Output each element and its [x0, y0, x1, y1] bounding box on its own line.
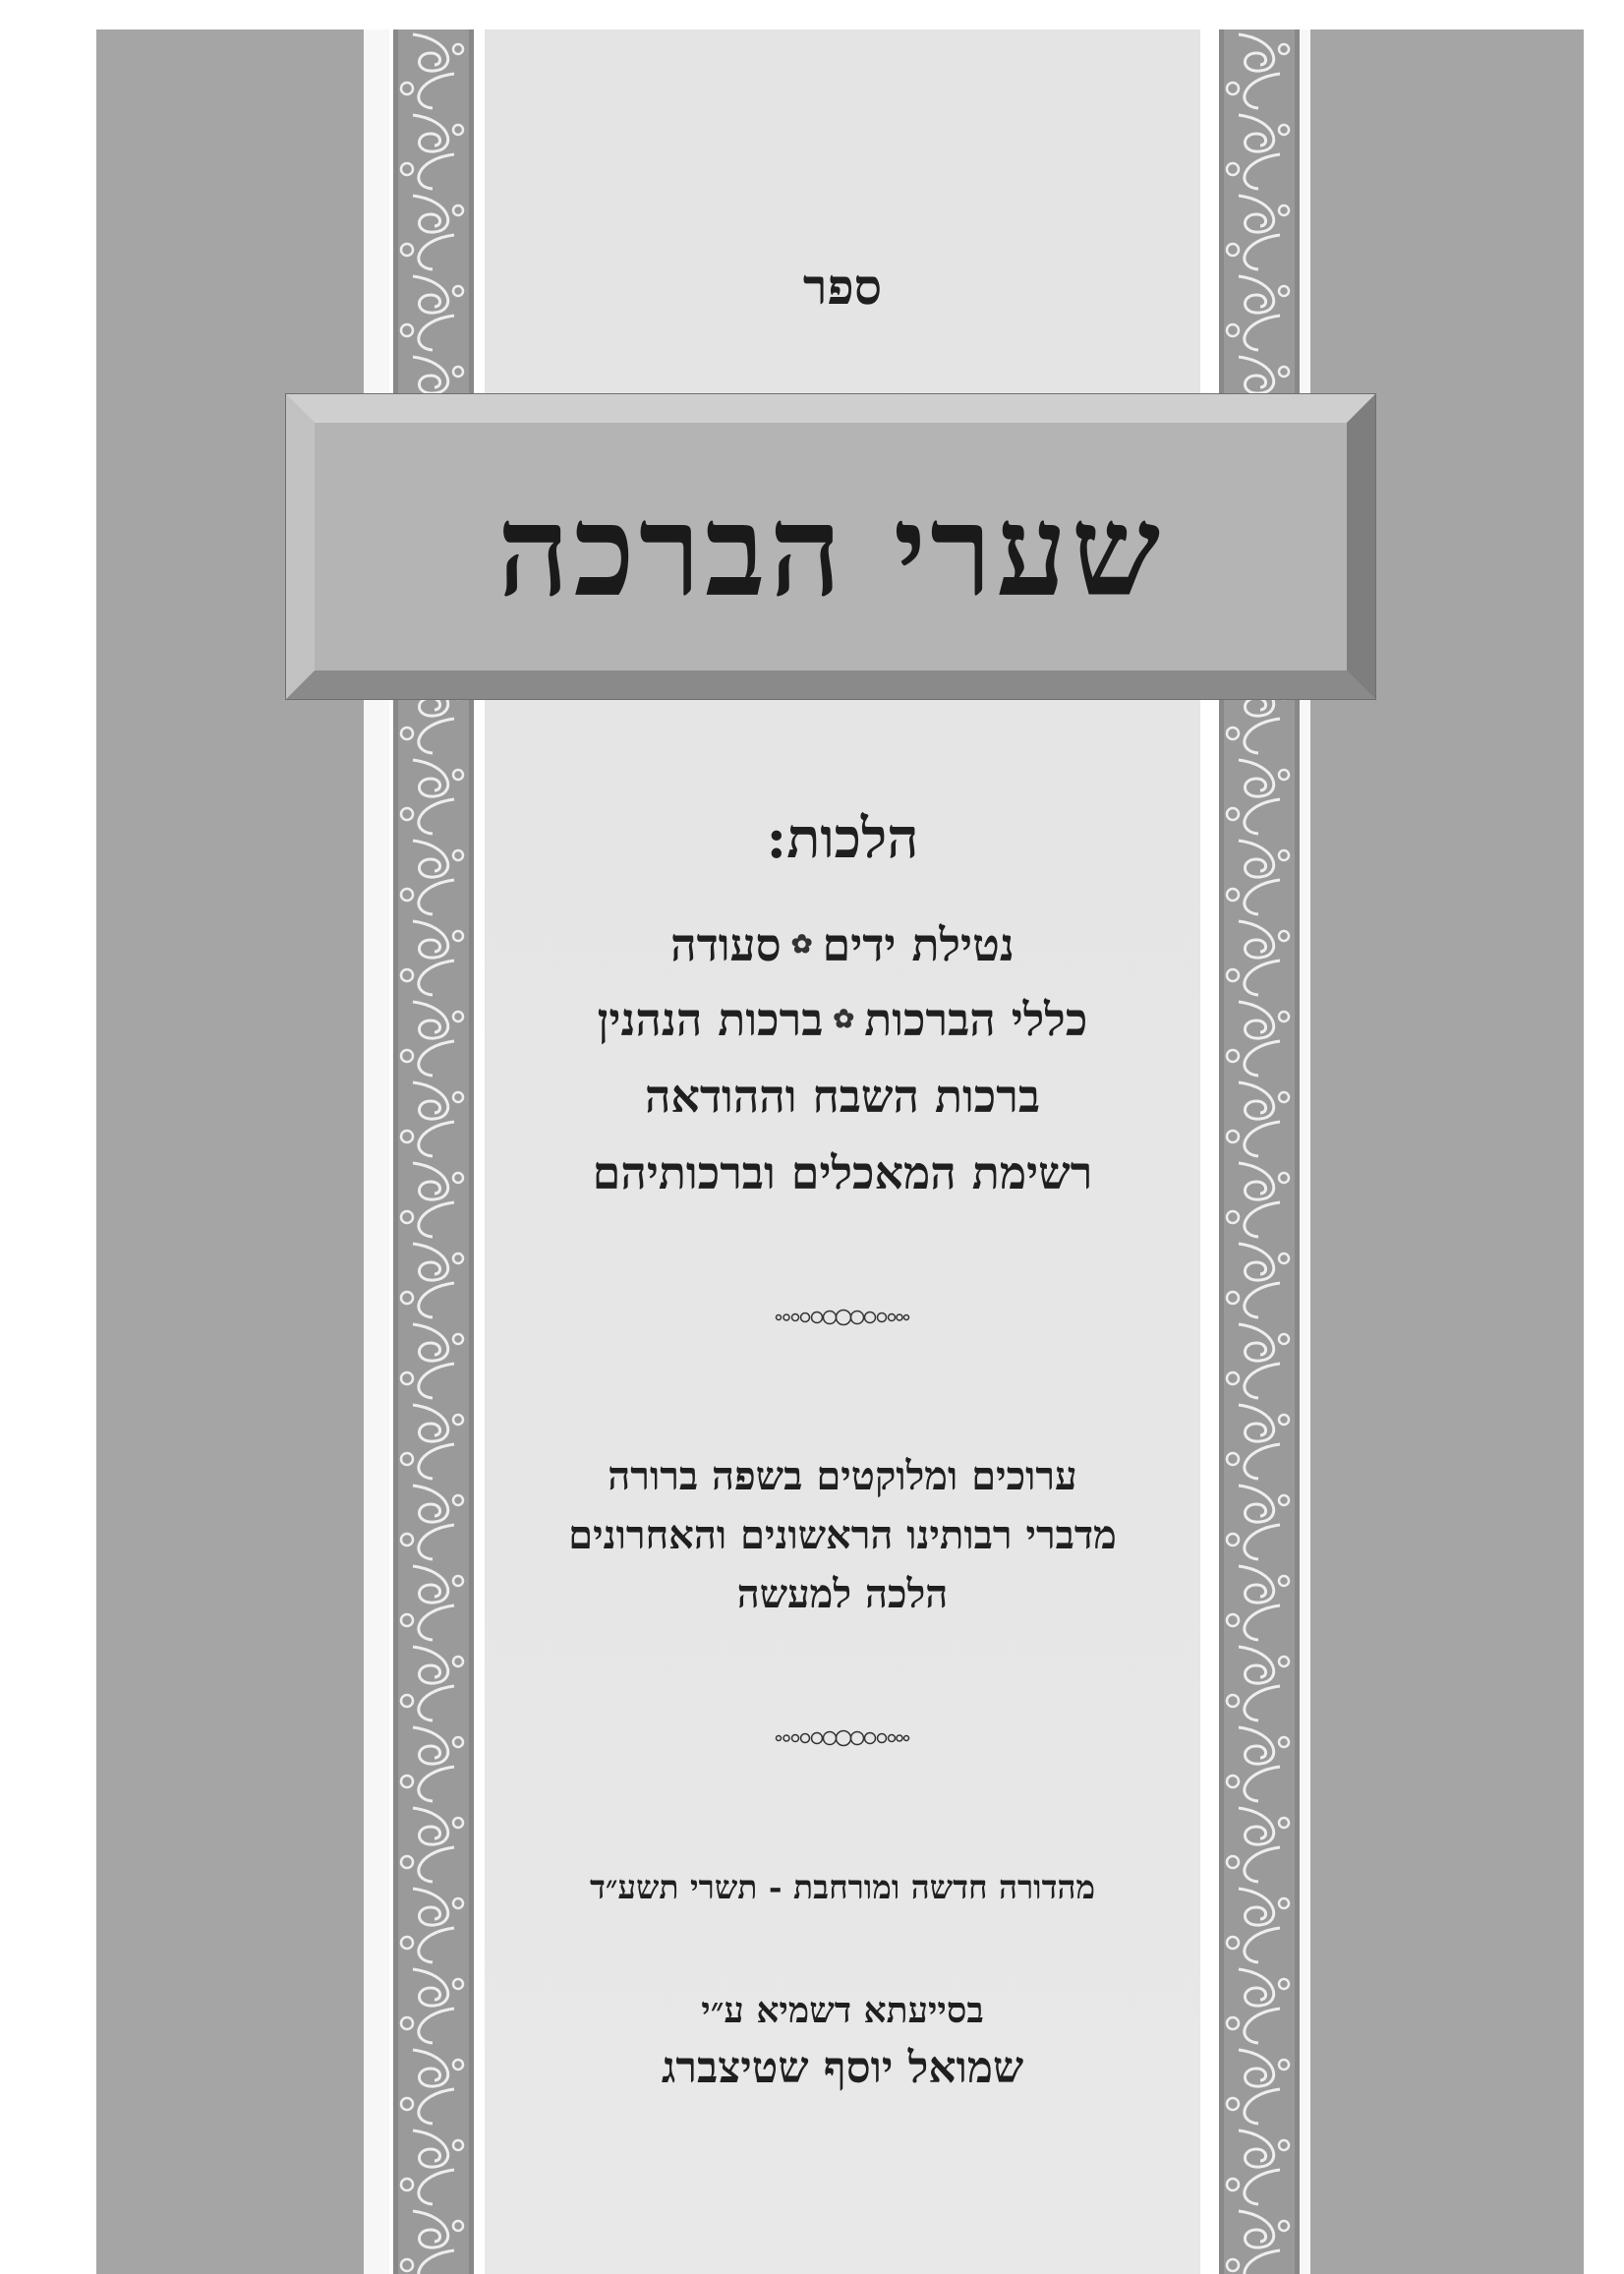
- description-line-1: ערוכים ומלוקטים בשפה ברורה: [608, 1453, 1077, 1499]
- topic-seuda: סעודה: [670, 918, 782, 971]
- halachot-heading: הלכות:: [766, 806, 919, 871]
- left-scroll-border: [393, 29, 474, 2274]
- topic-line-1: [485, 918, 1200, 971]
- right-scroll-border: [1219, 29, 1300, 2274]
- topic-netilat-yadayim: נטילת ידים: [822, 918, 1015, 971]
- edition-note: מהדורה חדשה ומורחבת - תשרי תשע״ד: [589, 1868, 1096, 1906]
- scroll-pattern-icon: [1219, 29, 1300, 2274]
- scroll-pattern-icon: [393, 29, 474, 2274]
- topic-birchot-hanehenin: ברכות הנהנין: [597, 993, 824, 1046]
- topic-line-4: רשימת המאכלים וברכותיהם: [592, 1146, 1093, 1199]
- assistance-line: בסייעתא דשמיא ע״י: [701, 1990, 984, 2031]
- topic-line-2: [485, 993, 1200, 1046]
- book-label: ספר: [802, 258, 883, 316]
- book-title: שערי הברכה: [496, 478, 1165, 625]
- bead-chain-ornament-icon: [773, 1306, 910, 1329]
- topic-line-3: ברכות השבח וההודאה: [644, 1070, 1041, 1123]
- left-white-stripe: [364, 29, 389, 2274]
- author-name: שמואל יוסף שטיצברג: [661, 2043, 1024, 2093]
- bead-chain-ornament-icon: [773, 1726, 910, 1750]
- flower-icon: ✿: [833, 1005, 855, 1034]
- topic-klalei-habrachot: כללי הברכות: [864, 993, 1088, 1046]
- right-gray-band: [1310, 29, 1584, 2274]
- description-line-2: מדברי רבותינו הראשונים והאחרונים: [568, 1512, 1117, 1558]
- title-plaque: [285, 393, 1376, 700]
- description-line-3: הלכה למעשה: [736, 1571, 949, 1617]
- left-gray-band: [96, 29, 364, 2274]
- flower-icon: ✿: [790, 930, 813, 960]
